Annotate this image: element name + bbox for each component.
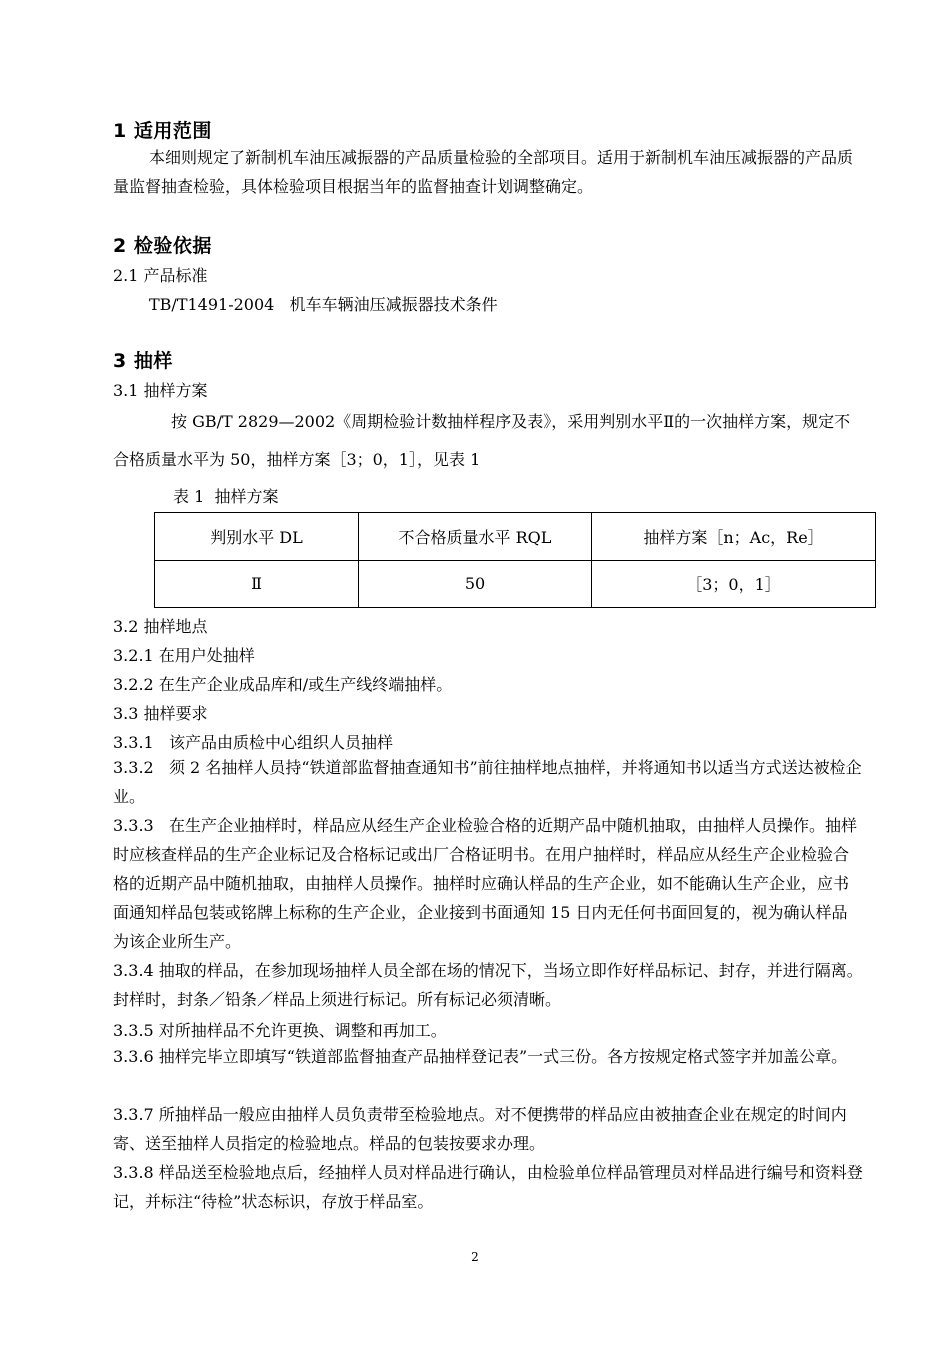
section-3-heading: 3 抽样 — [113, 350, 173, 372]
item-3-3-6: 3.3.6 抽样完毕立即填写“铁道部监督抽查产品抽样登记表”一式三份。各方按规定格式签字并加盖公章。 — [113, 1047, 848, 1066]
item-3-3-7: 3.3.7 所抽样品一般应由抽样人员负责带至检验地点。对不便携带的样品应由被抽查企业在规定的时间内寄、送至抽样人员指定的检验地点。样品的包装按要求办理。 — [113, 1105, 847, 1153]
cell-plan-value: ［3；0，1］ — [592, 560, 876, 608]
item-3-3-1: 3.3.1 该产品由质检中心组织人员抽样 — [113, 733, 393, 752]
item-3-3-5: 3.3.5 对所抽样品不允许更换、调整和再加工。 — [113, 1021, 447, 1040]
section-3-3-heading: 3.3 抽样要求 — [113, 704, 208, 723]
cell-rql-value: 50 — [359, 560, 592, 608]
item-3-3-2: 3.3.2 须 2 名抽样人员持“铁道部监督抽查通知书”前往抽样地点抽样，并将通知书以适当方式送达被检企业。 — [113, 758, 862, 806]
table-header-row — [155, 513, 876, 561]
item-3-2-1: 3.2.1 在用户处抽样 — [113, 646, 255, 665]
table-caption: 表 1 抽样方案 — [173, 487, 279, 506]
header-cell-dl: 判别水平 DL — [155, 513, 359, 561]
sampling-plan-table — [154, 512, 876, 608]
item-3-3-4: 3.3.4 抽取的样品，在参加现场抽样人员全部在场的情况下，当场立即作好样品标记、封存，并进行隔离。封样时，封条／铅条／样品上须进行标记。所有标记必须清晰。 — [113, 961, 863, 1009]
sampling-plan-text: 按 GB/T 2829—2002《周期检验计数抽样程序及表》，采用判别水平Ⅱ的一次抽样方案，规定不合格质量水平为 50，抽样方案［3；0，1］，见表 1 — [113, 412, 851, 469]
item-3-2-2: 3.2.2 在生产企业成品库和/或生产线终端抽样。 — [113, 675, 453, 694]
section-3-2-heading: 3.2 抽样地点 — [113, 617, 208, 636]
section-3-1-heading: 3.1 抽样方案 — [113, 381, 208, 400]
section-1-body: 本细则规定了新制机车油压减振器的产品质量检验的全部项目。适用于新制机车油压减振器的产品质量监督抽查检验，具体检验项目根据当年的监督抽查计划调整确定。 — [113, 148, 854, 196]
section-2-1-heading: 2.1 产品标准 — [113, 266, 208, 285]
header-cell-plan: 抽样方案［n；Ac，Re］ — [592, 513, 876, 561]
standard-reference: TB/T1491-2004 机车车辆油压减振器技术条件 — [149, 295, 498, 314]
item-3-3-3: 3.3.3 在生产企业抽样时，样品应从经生产企业检验合格的近期产品中随机抽取，由抽样人员操作。抽样时应核查样品的生产企业标记及合格标记或出厂合格证明书。在用户抽样时，样品应从经生产企业检验合格的近期产品中随机抽取，由抽样人员操作。抽样时应确认样品的生产企业，如不能确认生产企业，应书面通知样品包装或铭牌上标称的生产企业，企业接到书面通知 15 日内无任何书面回复的，视为确认样品为该企业所生产。 — [113, 816, 857, 951]
section-2-heading: 2 检验依据 — [113, 235, 212, 257]
table-row — [155, 560, 876, 608]
item-3-3-8: 3.3.8 样品送至检验地点后，经抽样人员对样品进行确认，由检验单位样品管理员对样品进行编号和资料登记，并标注“待检”状态标识，存放于样品室。 — [113, 1163, 863, 1211]
page-number: 2 — [471, 1250, 479, 1264]
cell-dl-value: Ⅱ — [155, 560, 359, 608]
section-1-heading: 1 适用范围 — [113, 120, 212, 142]
header-cell-rql: 不合格质量水平 RQL — [359, 513, 592, 561]
